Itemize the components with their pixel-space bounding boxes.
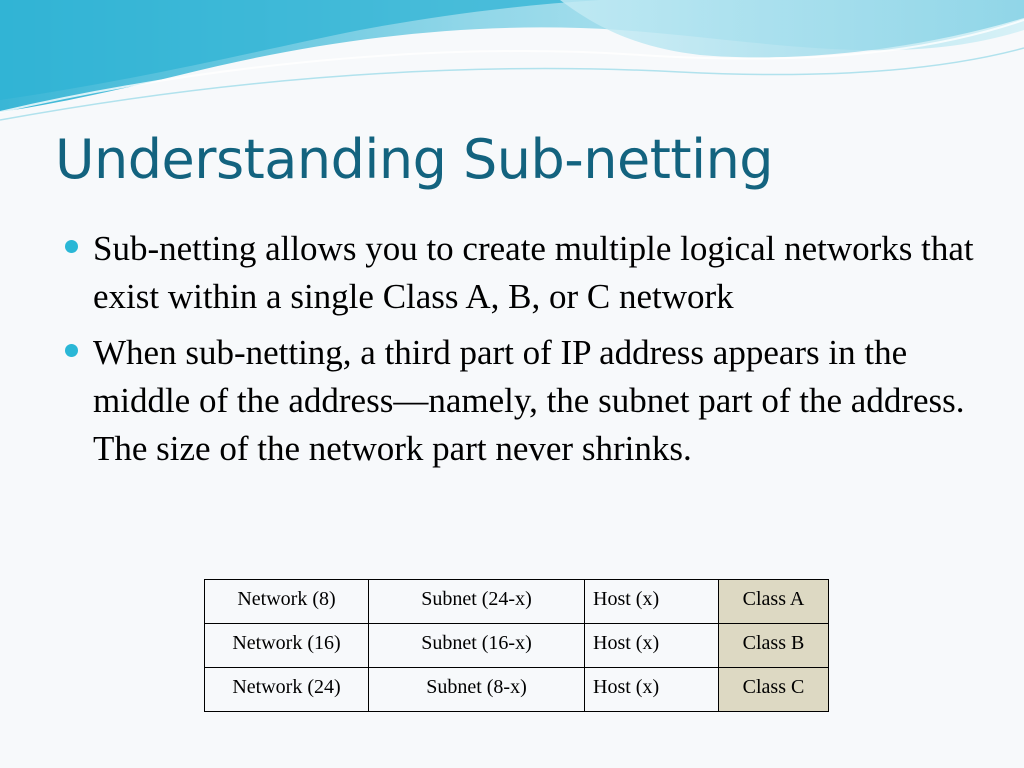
subnet-cell: Subnet (24-x) <box>369 580 585 624</box>
bullet-text: When sub-netting, a third part of IP address appears in the middle of the address—namely, the subnet part of the address. The size of the network part never shrinks. <box>93 333 965 468</box>
class-cell: Class C <box>719 668 829 712</box>
bullet-dot-icon <box>65 344 78 357</box>
subnet-cell: Subnet (8-x) <box>369 668 585 712</box>
table-row <box>205 580 829 624</box>
bullet-list <box>60 225 980 481</box>
subnet-table <box>204 579 829 712</box>
class-cell: Class B <box>719 624 829 668</box>
network-cell: Network (24) <box>205 668 369 712</box>
bullet-dot-icon <box>65 240 78 253</box>
network-cell: Network (8) <box>205 580 369 624</box>
bullet-text: Sub-netting allows you to create multiple logical networks that exist within a single Class A, B, or C network <box>93 229 974 316</box>
network-cell: Network (16) <box>205 624 369 668</box>
header-wave-decoration <box>0 0 1024 130</box>
host-cell: Host (x) <box>585 624 719 668</box>
class-cell: Class A <box>719 580 829 624</box>
bullet-item <box>60 225 980 321</box>
bullet-item <box>60 329 980 473</box>
slide-title: Understanding Sub-netting <box>55 128 774 191</box>
host-cell: Host (x) <box>585 668 719 712</box>
table-row <box>205 668 829 712</box>
subnet-cell: Subnet (16-x) <box>369 624 585 668</box>
host-cell: Host (x) <box>585 580 719 624</box>
table-row <box>205 624 829 668</box>
